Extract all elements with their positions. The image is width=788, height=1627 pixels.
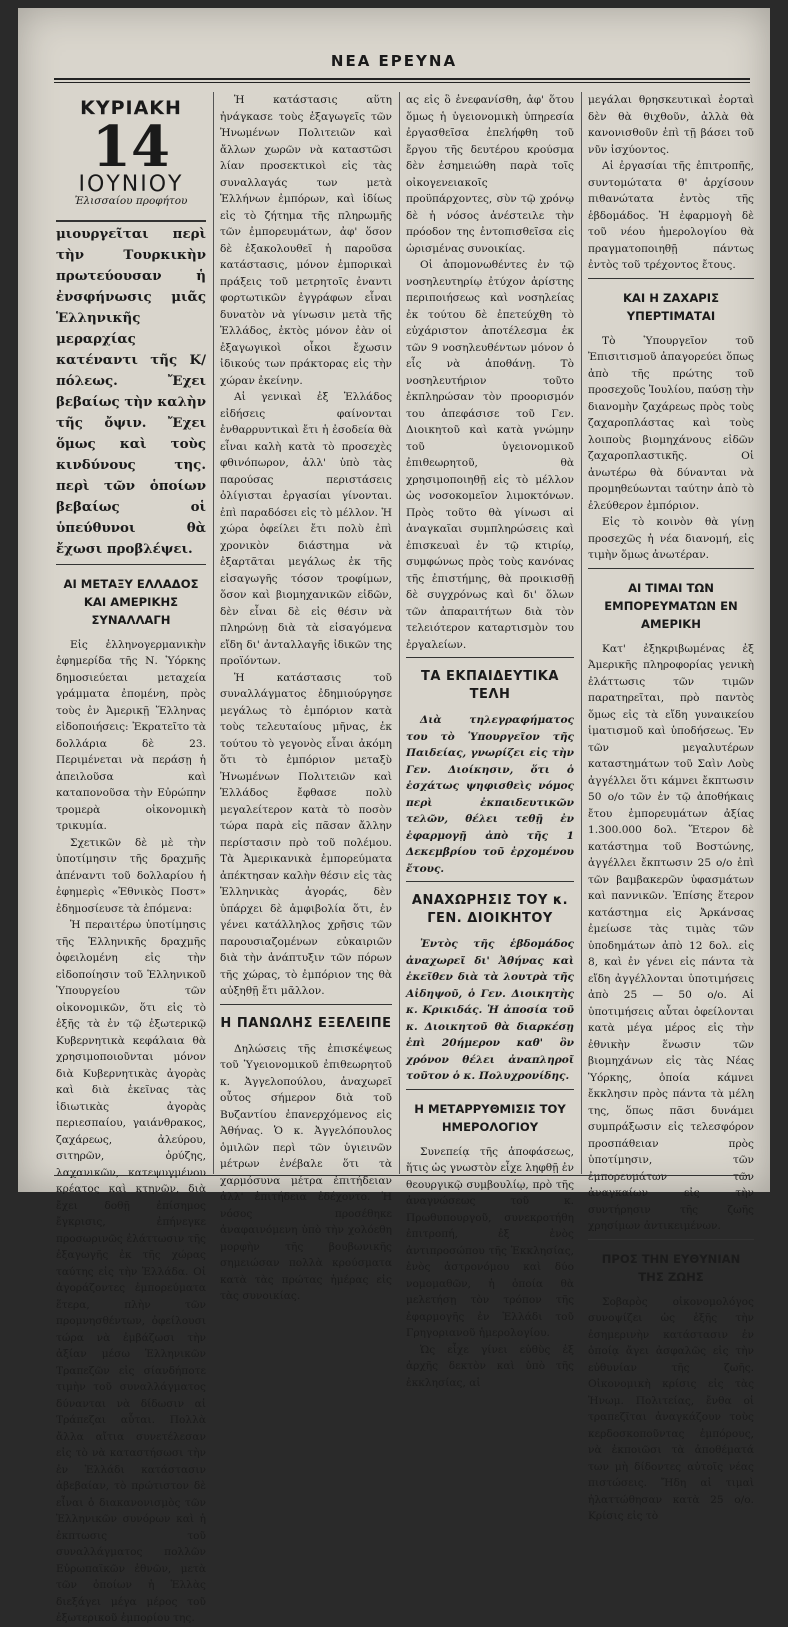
headline-greece-america: ΑΙ ΜΕΤΑΞΥ ΕΛΛΑΔΟΣ ΚΑΙ ΑΜΕΡΙΚΗΣ ΣΥΝΑΛΛΑΓΗ (63, 576, 199, 627)
column-separator (213, 92, 214, 1174)
date-day: ΚΥΡΙΑΚΗ (80, 97, 182, 119)
paragraph: Ἐντὸς τῆς ἑβδομάδος ἀναχωρεῖ δι' Ἀθήνας καὶ ἐκεῖθεν διὰ τὰ λουτρὰ τῆς Αἰδηψοῦ, ὁ Γεν. Διοικητὴς κ. Κρικιδάς. Ἡ ἀποσία τοῦ κ. Διοικητοῦ θὰ διαρκέσῃ ἐπὶ 20ήμερον καθ' ὃν χρόνον θέλει ἀναπληροῖ τοῦτον ὁ κ. Πολυχρονίδης. (406, 938, 574, 1082)
headline-prices-america: ΑΙ ΤΙΜΑΙ ΤΩΝ ΕΜΠΟΡΕΥΜΑΤΩΝ ΕΝ ΑΜΕΡΙΚΗ (604, 580, 738, 631)
column-separator (399, 92, 400, 1174)
paragraph: Σχετικῶν δὲ μὲ τὴν ὑποτίμησιν τῆς δραχμῆς ἀπέναντι τοῦ δολλαρίου ἡ ἐφημερὶς «Ἐθνικὸς Ποστ» ἐδημοσίευσε τὰ ἑπόμενα: (56, 836, 206, 915)
headline-cost-of-living: ΠΡΟΣ ΤΗΝ ΕΥΘΥΝΙΑΝ ΤΗΣ ΖΩΗΣ (601, 1251, 741, 1284)
paragraph: Συνεπείᾳ τῆς ἀποφάσεως, ἥτις ὡς γνωστὸν εἶχε ληφθῇ ἐν θεουργικῷ συμβουλίῳ, πρὸ τῆς ἀναγνώσεως τοῦ κ. Πρωθυπουργοῦ, συνεκροτήθη ἐπιτροπή, ἐξ ἑνὸς ἀντιπροσώπου τῆς Ἐκκλησίας, ἑνὸς ἀστρονόμου καὶ δύο νομομαθῶν, ἡ ὁποία θὰ μελετήσῃ τὸν τρόπον τῆς ἐφαρμογῆς ἐν Ἑλλάδι τοῦ Γρηγοριανοῦ ἡμερολογίου. (406, 1145, 574, 1339)
top-rule-thin (54, 82, 750, 83)
divider (588, 278, 754, 279)
masthead: ΝΕΑ ΕΡΕΥΝΑ (330, 52, 458, 70)
divider (220, 1004, 392, 1005)
date-block (56, 97, 206, 210)
paragraph: Ὡς εἶχε γίνει εὐθὺς ἐξ ἀρχῆς δεκτὸν καὶ ὑπὸ τῆς ἐκκλησίας, αἱ (406, 1343, 574, 1389)
paragraph: ας εἰς ὃ ἐνεφανίσθη, ἀφ' ὅτου ὅμως ἡ ὑγειονομικὴ ὑπηρεσία ἐργασθεῖσα ἐπελήφθη τοῦ ἔργου τῆς δευτέρου κρούσμα δὲν ἐσημειώθη παρὰ τοῖς οἰκογενειακοῖς προϋπάρχοντες, σὺν τῷ χρόνῳ δὲ ἡ νόσος ἀνέστειλε τὴν πρόοδον της ἐντοπισθεῖσα εἰς ὡρισμένας συνοικίας. (406, 94, 574, 255)
date-number: 14 (92, 113, 170, 180)
paragraph: Οἱ ἀπομονωθέντες ἐν τῷ νοσηλευτηρίῳ ἐτύχον ἀρίστης περιποιήσεως καὶ νοσηλείας ἐκ τούτου δὲ ἐπετεύχθη τὸ εὐχάριστον ἀποτέλεσμα ἐκ τῶν 9 νοσηλευθέντων μόνον ὁ εἷς νὰ ἀποθάνῃ. Τὸ νοσηλευτήριον τοῦτο ἐκπληρώσαν τὸν προορισμόν του ἀπεφάσισε τοῦ Γεν. Διοικητοῦ καὶ κατὰ γνώμην τοῦ ὑγειονομικοῦ ἐπιθεωρητοῦ, θὰ χρησιμοποιηθῇ εἰς τὸ μέλλον ὡς νοσοκομεῖον λιμοκτόνων. Πρὸς τοῦτο θὰ γίνωσι αἱ ἀναγκαῖαι συμπληρώσεις καὶ ἐπισκευαὶ ἐν τῷ κτιρίῳ, συμφώνως πρὸς τοὺς κανόνας τῆς ἐπιστήμης, θὰ προικισθῇ δὲ συγχρόνως καὶ δι' ὅλων τῶν ἀπαραιτήτων διὰ τὸν τελειότερον καταρτισμὸν του ἐργαλείων. (406, 259, 574, 651)
bottom-rule (54, 1175, 750, 1176)
paragraph: Σοβαρὸς οἰκονομολόγος συνοψίζει ὡς ἑξῆς τὴν ἐσημερινὴν κατάστασιν ἐν ὁποίᾳ ἄγει ἀσφαλῶς εἰς τὴν εὐθυνίαν τῆς ζωῆς. Οἰκονομικὴ κρίσις εἰς τὰς Ἠνωμ. Πολιτείας, ἔνθα οἱ τραπεζῖται ἀναγκάζουν τοὺς κερδοσκοποῦντας ἐμπόρους, νὰ ἐκποιῶσι τὰ ἀποθέματά των μὴ δίδοντες αὐτοῖς νέας πιστώσεις. Ἤδη αἱ τιμαὶ ἠλαττώθησαν κατὰ 25 ο/ο. Κρίσις εἰς τὸ (588, 1295, 754, 1522)
paragraph: Εἰς τὸ κοινὸν θὰ γίνῃ προσεχῶς ἡ νέα διανομή, εἰς τιμὴν ὅμως ἀνωτέραν. (588, 516, 754, 561)
headline-sugar: ΚΑΙ Η ΖΑΧΑΡΙΣ ΥΠΕΡΤΙΜΑΤΑΙ (622, 290, 720, 323)
column-3 (406, 92, 574, 1391)
headline-governor-departure: ΑΝΑΧΩΡΗΣΙΣ ΤΟΥ κ. ΓΕΝ. ΔΙΟΙΚΗΤΟΥ (411, 893, 569, 926)
divider (406, 881, 574, 882)
paragraph: Κατ' ἐξηκριβωμένας ἐξ Ἀμερικῆς πληροφορίας γενικὴ ἐλάττωσις τῶν τιμῶν παρατηρεῖται, πρὸ παντὸς ὅμως εἰς τὰ εἴδη γυναικείου ἱματισμοῦ καὶ ὑποδήσεως. Ἐν τῶν μεγαλυτέρων καταστημάτων τοῦ Σαὶν Λοὺς ἀγγέλλει ὅτι κάμνει ἔκπτωσιν 50 ο/ο τῶν ἐν τῷ ἀποθήκαις ἔτου ἐμπορευμάτων ἀξίας 1.300.000 δολ. Ἕτερον δὲ κατάστημα τοῦ Βοστώνης, ἀγγέλλει ἔκπτωσιν 25 ο/ο ἐπὶ τῶν βαμβακερῶν ὑφασμάτων καὶ παννικῶν. Ἐπίσης ἕτερον κατάστημα εἰς Ἀρκάνσας ἐμείωσε τὰς τιμὰς τῶν ὑποδημάτων ἀπὸ 12 δολ. εἰς 8, καὶ ἐν γένει εἰς πάντα τὰ εἴδη ἀγγέλλονται ὑποτιμήσεις ἀπὸ 25 — 50 ο/ο. Αἱ ὑποτιμήσεις αὗται ὀφείλονται κατὰ μέγα μέρος εἰς τὴν ἐθνικὴν ἕνωσιν τῶν βιομηχάνων εἰς τὰς Νέας Ὑόρκης, ὁποία κάμνει ἔκκλησιν πρὸς πάντα τὰ μέλη της, ὅπως πᾶσι δυνάμει συμπράξωσιν εἰς τελεσφόρον προσπάθειαν πρὸς ὑποτίμησιν, τῶν ἐμπορευμάτων τῶν ἀναγκαίων εἰς τὴν συντήρησιν τῆς ζωῆς χρησίμων ἀντικειμένων. (588, 642, 754, 1232)
paragraph: Αἱ ἐργασίαι τῆς ἐπιτροπῆς, συντομώτατα θ' ἀρχίσουν πιθανώτατα ἐντὸς τῆς ἑβδομάδος. Ἡ ἐφαρμογὴ δὲ τοῦ νέου ἡμερολογίου θὰ πραγματοποιηθῇ πάντως ἐντὸς τοῦ τρέχοντος ἔτους. (588, 160, 754, 271)
paragraph: Ἡ κατάστασις τοῦ συναλλάγματος ἐδημιούργησε μεγάλως τὸ ἐμπόριον κατὰ τοὺς τελευταίους μῆνας, ἐκ τούτου τὸ γεγονὸς εἶναι ἀκόμη ὅτι τὸ ἐμπόριον μεταξὺ Ἠνωμένων Πολιτειῶν καὶ Ἑλλάδος ἔφθασε πολὺ μεγαλείτερον κατὰ τὸ ποσὸν τώρα παρὰ εἰς πᾶσαν ἄλλην περίστασιν πρὸ τοῦ πολέμου. Τὰ Ἀμερικανικὰ ἐμπορεύματα ἀπέκτησαν καλὴν θέσιν εἰς τὰς Ἑλληνικὰς ἀγοράς, δὲν ὑπάρχει δὲ ἀμφιβολία ὅτι, ἐν γένει κατάλληλος χρῆσις τῶν παρουσιαζομένων εὐκαιριῶν διὰ τὴν ἀνάπτυξιν τῶν πόρων τῆς χώρας, τὸ ἐμπόριον της θὰ αὐξηθῇ ἔτι μᾶλλον. (220, 671, 392, 997)
divider (588, 1239, 754, 1240)
column-1 (56, 92, 206, 1627)
paragraph: Αἱ γενικαὶ ἐξ Ἑλλάδος εἰδήσεις φαίνονται ἐνθαρρυντικαὶ ἔτι ἡ ἐσοδεία θὰ εἶναι καλὴ κατὰ τὸ προσεχὲς φθινόπωρον, ἀλλ' ὑπὸ τὰς παρούσας περιστάσεις ὀλίγισται ἐργασίαι γίνονται. ἐπὶ παραδόσει εἰς τὸ μέλλον. Ἡ χώρα ὀφείλει ἔτι πολὺ ἐπὶ χρονικὸν διάστημα νὰ ἐξαρτᾶται μεγάλως ἐκ τῆς εἰσαγωγῆς τόσον τροφίμων, ὅσον καὶ βιομηχανικῶν εἰδῶν, δὲν εἶναι δὲ εἰς θέσιν νὰ πληρώνῃ διὰ τὰ εἰσαγόμενα εἴδη δι' ἀνταλλαγῆς ἰδικῶν της προϊόντων. (220, 391, 392, 667)
divider (406, 657, 574, 658)
column-2 (220, 92, 392, 1305)
date-saint: Ἐλισσαίου προφήτου (74, 195, 188, 207)
paragraph: μεγάλαι θρησκευτικαὶ ἑορταὶ δὲν θὰ θιχθοῦν, ἀλλὰ θὰ κανονισθοῦν ἐπὶ τῇ βάσει τοῦ νῦν ἰσχύοντος. (588, 94, 754, 156)
divider (406, 1089, 574, 1090)
divider (56, 220, 206, 222)
top-rule (54, 78, 750, 80)
paragraph: Ἡ περαιτέρω ὑποτίμησις τῆς Ἑλληνικῆς δραχμῆς ὀφειλομένη εἰς τὴν εἰδοποίησιν τοῦ Ἑλληνικοῦ Ὑπουργείου τῶν οἰκονομικῶν, ὅτι εἰς τὸ ἑξῆς τὰ ἐν τῷ ἐξωτερικῷ Κυβερνητικὰ κεφάλαια θὰ χρησιμοποιοῦνται μόνον διὰ Κυβερνητικὰς ἀγορὰς καὶ διὰ ἐκεῖνας τὰς ἰδιωτικὰς ἀγορὰς περιεσπαίου, γαιάνθρακος, ζαχάρεως, ἀλεύρου, σιτηρῶν, ὀρύζης, λαχανικῶν, κατεψυγμένου κρέατος καὶ κτηνῶν, διὰ ἔχει δοθῇ ἐπίσημος ἔγκρισις, ἐπήνεγκε προσωρινῶς ἐλάττωσιν τῆς ἐξαγωγῆς ἐκ τῆς χώρας ταύτης εἰς τὴν Ἑλλάδα. Οἱ ἀγοράζοντες ἐμπορεύματα ἕτερα, πλὴν τῶν προμνησθέντων, ὀφείλουσι τώρα νὰ ἐμβάζωσι τὴν ἀξίαν μέσω Ἑλληνικῶν Τραπεζῶν εἰς σίανδήποτε τιμὴν τοῦ συναλλάγματος δύνανται νὰ δίδωσιν αἱ Τράπεζαι αὗται. Πολλὰ ἄλλα αἴτια συνετέλεσαν εἰς τὸ νὰ καταστήσωσι τὴν ἐν Ἑλλάδι κατάστασιν ἀβεβαίαν, τὸ πρώτιστον δὲ εἶναι ὁ διακανονισμὸς τῶν Ἑλληνικῶν συνόρων καὶ ἡ ἐκπτωσις τοῦ συναλλάγματος πολλῶν Εὐρωπαϊκῶν ἐθνῶν, μετὰ τῶν ὁποίων ἡ Ἑλλὰς διεξάγει μέγα μέρος τοῦ ἐξωτερικοῦ ἐμπορίου της. (56, 919, 206, 1624)
paragraph: Ἡ κατάστασις αὕτη ἠνάγκασε τοὺς ἐξαγωγεῖς τῶν Ἠνωμένων Πολιτειῶν καὶ ἄλλων χωρῶν νὰ καταστῶσι λίαν προσεκτικοὶ εἰς τὰς συναλλαγάς των μετὰ Ἑλλήνων ἐμπόρων, καὶ ἰδίως εἰς τὸ ζήτημα τῆς πληρωμῆς τῶν ἐμπορευμάτων, ἀφ' ὅσον δὲ ἐξακολουθεῖ ἡ παροῦσα κατάστασις, μόνον ἐμπορικαὶ πράξεις τοῦ μετρητοῖς ἐναντι φορτωτικῶν ἐγγράφων εἶναι δυνατὸν νὰ γίνωσιν μετὰ τῆς Ἑλλάδος, ἐκτὸς μόνον ἐὰν οἱ ἐξαγωγικοὶ οἶκοι ἔχωσιν ἰδικούς των πράκτορας εἰς τὴν χώραν ἐκείνην. (220, 94, 392, 387)
newspaper-page (18, 8, 770, 1624)
divider (56, 564, 206, 565)
column-4 (588, 92, 754, 1525)
divider (588, 568, 754, 569)
headline-plague: Η ΠΑΝΩΛΗΣ ΕΞΕΛΕΙΠΕ (220, 1015, 392, 1031)
date-month: ΙΟΥΝΙΟΥ (78, 171, 184, 197)
headline-calendar-reform: Η ΜΕΤΑΡΡΥΘΜΙΣΙΣ ΤΟΥ ΗΜΕΡΟΛΟΓΙΟΥ (414, 1101, 566, 1134)
lead-paragraph: μιουργεῖται περὶ τὴν Τουρκικὴν πρωτεύουσαν ἡ ἐνσφήνωσις μιᾶς Ἑλληνικῆς μεραρχίας κατέναντι τῆς Κ/πόλεως. Ἔχει βεβαίως τὴν καλὴν τῆς ὄψιν. Ἔχει ὅμως καὶ τοὺς κινδύνους της. περὶ τῶν ὁποίων βεβαίως οἱ ὑπεύθυνοι θὰ ἔχωσι προβλέψει. (56, 225, 206, 557)
paragraph: Τὸ Ὑπουργεῖον τοῦ Ἐπισιτισμοῦ ἀπαγορεύει ὅπως ἀπὸ τῆς πρώτης τοῦ προσεχοῦς Ἰουλίου, παύσῃ τὴν διανομὴν ζαχάρεως πρὸς τοὺς ζαχαροπλάστας καὶ τοὺς λοιποὺς βιομηχάνους εἰδῶν ζαχαροπλαστικῆς. Οἱ ἀνωτέρω θὰ δύνανται νὰ προμηθεύωνται ταύτην ἀπὸ τὸ ἐλεύθερον ἐμπόριον. (588, 334, 754, 512)
paragraph: Δηλώσεις τῆς ἐπισκέψεως τοῦ Ὑγειονομικοῦ ἐπιθεωρητοῦ κ. Ἀγγελοπούλου, ἀναχωρεῖ οὗτος σήμερον διὰ τοῦ Βυζαντίου ἐπανερχόμενος εἰς Ἀθήνας. Ὁ κ. Ἀγγελόπουλος ὁμιλῶν περὶ τῶν ὑγιεινῶν μέτρων ἐνέβαλε ὅτι τὰ χαρμόσυνα μέτρα ἐπιτήδειαν ἀλλ' ἐπιτήδεια ἐδέχοντο. Ἡ νόσος προσέθηκε ἀναφαινόμενη ὑπὸ τὴν χολόεθη μορφὴν τῆς βουβωνικῆς σημειώσαν πολλὰ κρούσματα κατὰ τὰς πρώτας ἡμέρας εἰς τὰς συνοικίας. (220, 1042, 392, 1302)
column-separator (581, 92, 582, 1174)
headline-education-fees: ΤΑ ΕΚΠΑΙΔΕΥΤΙΚΑ ΤΕΛΗ (421, 669, 559, 702)
paragraph: Διὰ τηλεγραφήματος του τὸ Ὑπουργεῖον τῆς Παιδείας, γνωρίζει εἰς τὴν Γεν. Διοίκησιν, ὅτι ὁ ἐσχάτως ψηφισθεὶς νόμος περὶ ἐκπαιδευτικῶν τελῶν, θέλει τεθῇ ἐν ἐφαρμογῇ ἀπὸ τῆς 1 Δεκεμβρίου τοῦ ἐρχομένου ἔτους. (406, 714, 574, 875)
paragraph: Εἰς ἐλληνογερμανικὴν ἐφημερίδα τῆς Ν. Ὑόρκης δημοσιεύεται μεταχεία γράμματα ἐπομένη, πρὸς τοὺς ἐν Ἀμερικῇ Ἕλληνας εἰδοποιήσεις: Ἐκρατεῖτο τὰ δολλάρια δὲ 23. Περιμένεται νὰ περάσῃ ἡ ἀπειλοῦσα καὶ καταπονοῦσα τὴν Εὐρώπην τρομερὰ οἰκονομικὴ τρικυμία. (56, 638, 206, 832)
